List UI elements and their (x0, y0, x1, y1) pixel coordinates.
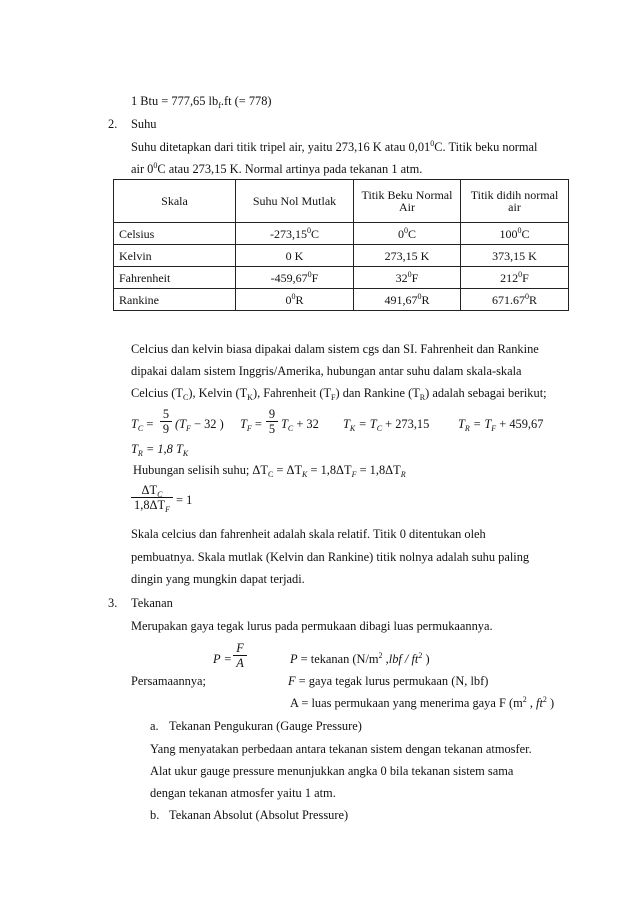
section-2-paragraph-line: air $0^0C$ atau 273,15 K. Normal artinya pada tekanan 1 atm. (131, 161, 423, 176)
table-header-row (114, 180, 569, 223)
paragraph-line: dingin yang mungkin dapat terjadi. (131, 572, 305, 586)
table-header-cell: Titik didih normal air (461, 180, 569, 223)
pressure-definition: P = tekanan ($N/m^2$ ,lbf / $ft^2$ ) (290, 651, 430, 666)
paragraph-line: pembuatnya. Skala mutlak (Kelvin dan Rankine) titik nolnya adalah suhu paling (131, 550, 530, 564)
section-3-number: 3. (108, 596, 118, 610)
paragraph-line: dipakai dalam sistem Inggris/Amerika, hubungan antar suhu dalam skala-skala (131, 364, 522, 378)
table-cell-zero: -273,15$^0$C (236, 223, 354, 245)
formula-tc: $T_C$ = (131, 417, 154, 433)
subsection-b-label: b. (150, 808, 160, 822)
table-cell-scale: Rankine (114, 289, 236, 311)
formula-tr-tk: $T_R = 1,8$ $T_K$ (131, 442, 189, 458)
table-cell-scale: Fahrenheit (114, 267, 236, 289)
formula-ratio-fraction: $\Delta T_C$ $1,8\Delta T_F$ (131, 484, 173, 512)
paragraph-line: Yang menyatakan perbedaan antara tekanan sistem dengan tekanan atmosfer. (150, 742, 532, 756)
table-row (114, 267, 569, 289)
table-cell-freeze: 273,15 K (354, 245, 461, 267)
table-cell-scale: Kelvin (114, 245, 236, 267)
section-2-number: 2. (108, 117, 118, 131)
paragraph-line: Alat ukur gauge pressure menunjukkan angka 0 bila tekanan sistem sama (150, 764, 514, 778)
paragraph-line: Celcius dan kelvin biasa dipakai dalam sistem cgs dan SI. Fahrenheit dan Rankine (131, 342, 539, 356)
pressure-equation-lhs: P = (213, 652, 232, 666)
table-header-cell: Skala (114, 180, 236, 223)
table-cell-boil: 373,15 K (461, 245, 569, 267)
area-definition: A = luas permukaan yang menerima gaya F ($m^2$ , $ft^2$ ) (290, 695, 555, 710)
persamaan-label: Persamaannya; (131, 674, 207, 688)
paragraph-line: dengan tekanan atmosfer yaitu 1 atm. (150, 786, 336, 800)
btu-line: 1 Btu = 777,65 $lb_f.ft$ (= 778) (131, 94, 272, 110)
pressure-equation-fraction: F A (233, 642, 247, 670)
formula-tc-fraction: 5 9 (160, 408, 172, 436)
formula-tr: $T_R = T_F + 459,67$ (458, 417, 544, 433)
table-header-cell: Titik Beku Normal Air (354, 180, 461, 223)
section-3-title: Tekanan (131, 596, 173, 610)
paragraph-line: Merupakan gaya tegak lurus pada permukaan dibagi luas permukaannya. (131, 619, 493, 633)
force-definition: F = gaya tegak lurus permukaan (N, lbf) (288, 674, 489, 688)
paragraph-line: Celcius $(T_C)$, Kelvin $(T_K)$, Fahrenheit $(T_F)$ dan Rankine $(T_R)$ adalah sebagai berikut; (131, 386, 547, 402)
formula-tf: $T_F$ = (240, 417, 262, 433)
formula-tf-rest: $T_C + 32$ (281, 417, 319, 433)
table-cell-zero: 0 K (236, 245, 354, 267)
table-cell-freeze: $32^0F$ (354, 267, 461, 289)
table-cell-freeze: $0^0C$ (354, 223, 461, 245)
formula-tc-rest: ($T_F - 32$ ) (175, 417, 224, 433)
table-header-cell: Suhu Nol Mutlak (236, 180, 354, 223)
section-2-paragraph-line: Suhu ditetapkan dari titik tripel air, yaitu 273,16 K atau 0,01$^0$C. Titik beku normal (131, 139, 538, 154)
formula-tf-fraction: 9 5 (266, 408, 278, 436)
table-cell-boil: 671.67$^0$R (461, 289, 569, 311)
section-2-title: Suhu (131, 117, 157, 131)
table-row (114, 289, 569, 311)
table-cell-boil: $212^0F$ (461, 267, 569, 289)
table-row (114, 245, 569, 267)
table-cell-freeze: 491,67$^0$R (354, 289, 461, 311)
subsection-a-title: Tekanan Pengukuran (Gauge Pressure) (169, 719, 362, 733)
subsection-a-label: a. (150, 719, 159, 733)
table-cell-boil: $100^0C$ (461, 223, 569, 245)
table-cell-zero: -459,67$^0$F (236, 267, 354, 289)
formula-temperature-difference: Hubungan selisih suhu; $\Delta T_C = \Delta T_K = 1,8\Delta T_F = 1,8\Delta T_R$ (133, 463, 406, 479)
temperature-scale-table (113, 179, 569, 311)
paragraph-line: Skala celcius dan fahrenheit adalah skala relatif. Titik 0 ditentukan oleh (131, 527, 486, 541)
table-row (114, 223, 569, 245)
table-cell-scale: Celsius (114, 223, 236, 245)
subsection-b-title: Tekanan Absolut (Absolut Pressure) (169, 808, 349, 822)
formula-tk: $T_K = T_C + 273,15$ (343, 417, 430, 433)
formula-ratio-rhs: = 1 (176, 493, 193, 507)
table-cell-zero: $0^0R$ (236, 289, 354, 311)
